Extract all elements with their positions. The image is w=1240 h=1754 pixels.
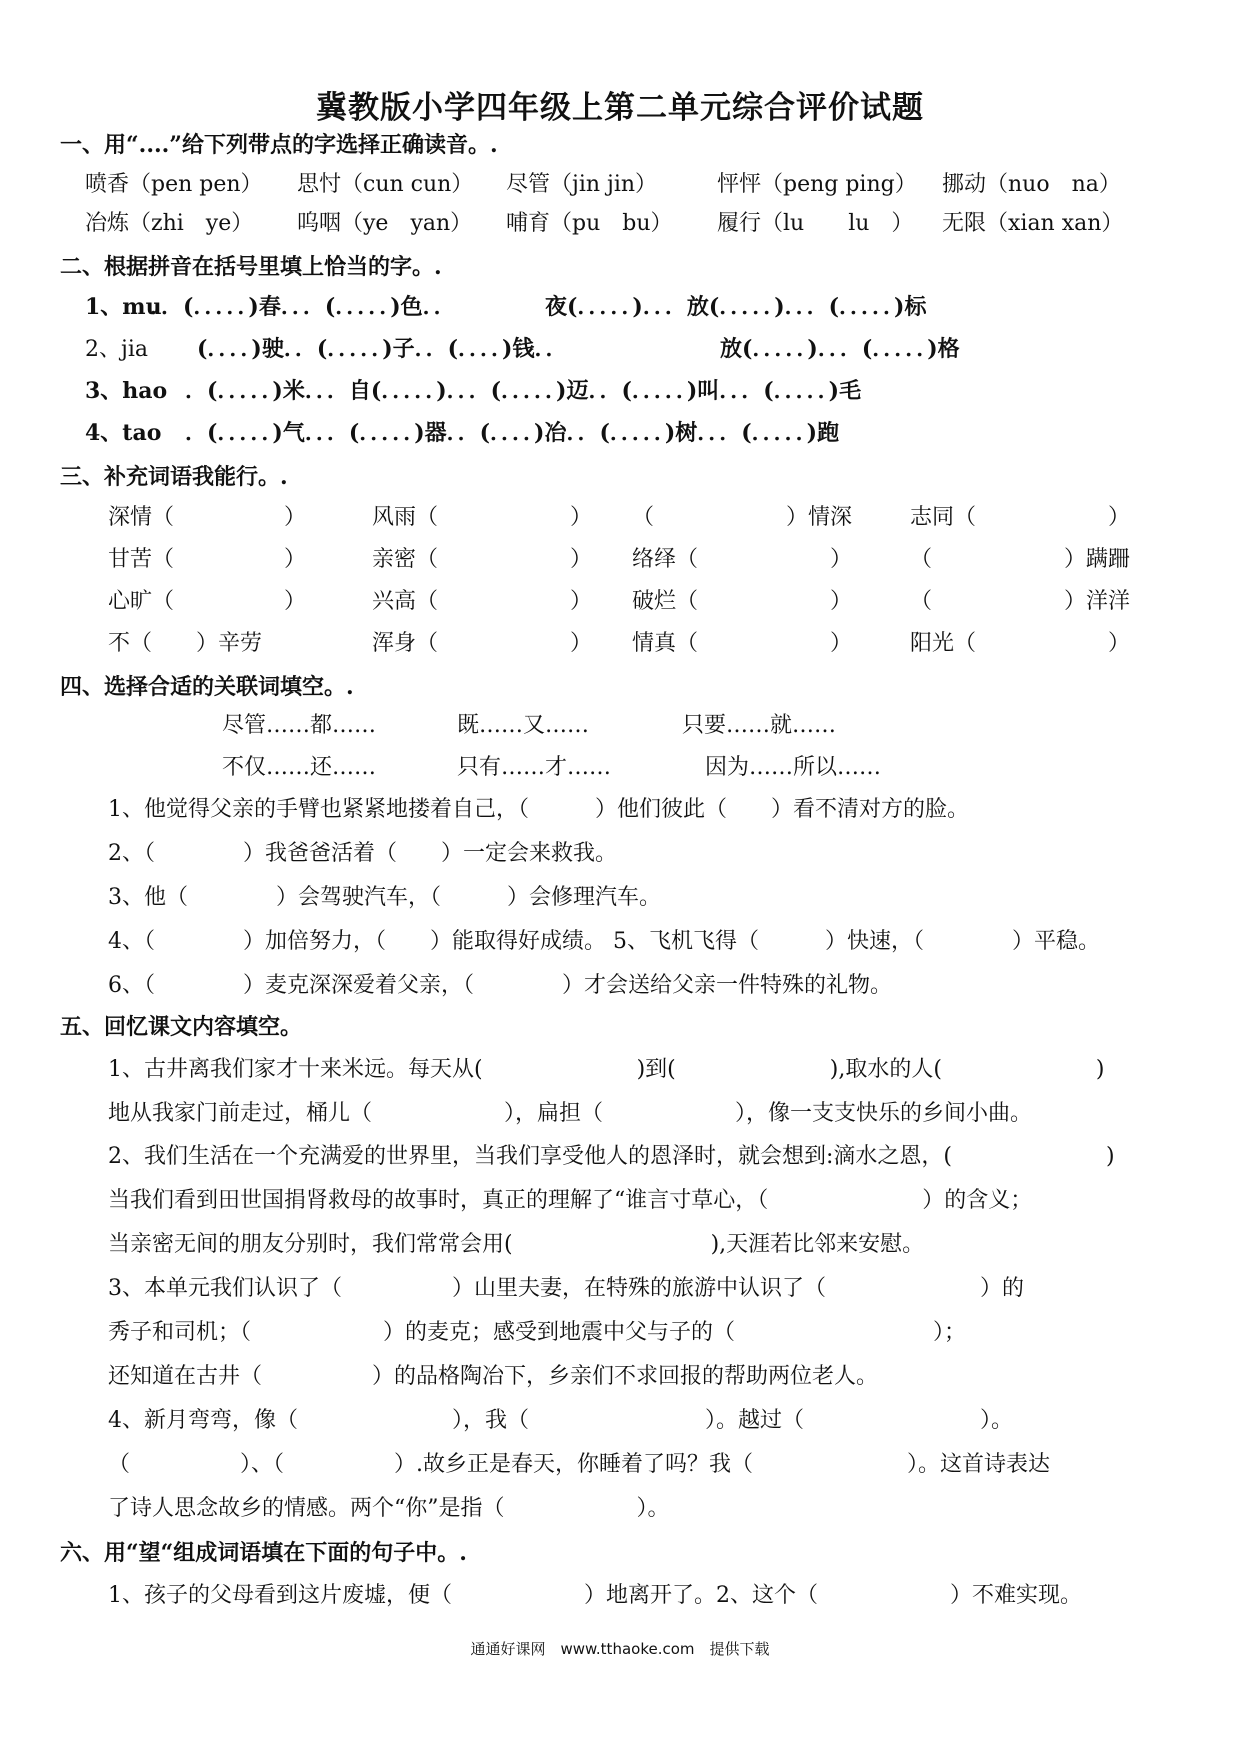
s1-item: 履行（lu lu ） — [717, 211, 914, 236]
conjunction-pair: 尽管……都…… — [222, 713, 377, 738]
s2-pinyin: 2、jia — [85, 337, 148, 362]
s1-item: 思忖（cun cun） — [297, 172, 474, 197]
s1-item: 尽管（jin jin） — [506, 172, 658, 197]
s5-line: 2、我们生活在一个充满爱的世界里，当我们享受他人的恩泽时，就会想到:滴水之恩，( ) — [108, 1144, 1115, 1169]
s3-item: 兴高（ ） — [372, 589, 593, 614]
s2-blanks: ．(．．．．．)米．．．自(．．．．．)．．．(．．．．．)迈．．(．．．．．)叫．．．(．．．．．)毛 — [185, 378, 862, 404]
s4-question: 2、（ ）我爸爸活着（ ）一定会来救我。 — [108, 841, 617, 866]
s2-pinyin: 4、tao — [85, 420, 162, 446]
s2-pinyin: 1、mu — [85, 294, 162, 320]
s3-item: 甘苦（ ） — [108, 547, 307, 572]
s3-item: 络绎（ ） — [632, 547, 853, 572]
s1-item: 哺育（pu bu） — [506, 211, 673, 236]
s5-line: 了诗人思念故乡的情感。两个“你”是指（ ）。 — [108, 1496, 670, 1521]
s5-line: （ ）、（ ）.故乡正是春天，你睡着了吗？我（ ）。这首诗表达 — [108, 1452, 1050, 1477]
s3-item: 情真（ ） — [632, 631, 853, 656]
conjunction-pair: 既……又…… — [457, 713, 590, 738]
s3-item: 心旷（ ） — [108, 589, 307, 614]
s1-item: 怦怦（peng ping） — [717, 172, 917, 197]
section-5-heading: 五、回忆课文内容填空。 — [60, 1014, 303, 1040]
s5-line: 4、新月弯弯，像（ ），我（ ）。越过（ ）。 — [108, 1408, 1014, 1433]
s3-item: 风雨（ ） — [372, 505, 593, 530]
s2-blanks: 夜(．．．．．)．．．放(．．．．．)．．．(．．．．．)标 — [545, 294, 927, 320]
s2-blanks: (．．．．)驶．．(．．．．．)子．．(．．．．)钱．． — [197, 336, 568, 362]
s3-item: （ ）情深 — [632, 505, 853, 530]
s3-item: （ ）蹒跚 — [910, 547, 1131, 572]
s5-line: 秀子和司机；（ ）的麦克；感受到地震中父与子的（ ）； — [108, 1320, 967, 1345]
s5-line: 地从我家门前走过，桶儿（ ），扁担（ ），像一支支快乐的乡间小曲。 — [108, 1101, 1033, 1126]
s5-line: 1、古井离我们家才十来米远。每天从( )到( ),取水的人( ) — [108, 1057, 1105, 1082]
s3-item: 志同（ ） — [910, 505, 1131, 530]
s3-item: 阳光（ ） — [910, 631, 1131, 656]
section-4-heading: 四、选择合适的关联词填空。. — [60, 674, 354, 700]
s2-pinyin: 3、hao — [85, 378, 168, 404]
s3-item: 亲密（ ） — [372, 547, 593, 572]
s5-line: 还知道在古井（ ）的品格陶冶下，乡亲们不求回报的帮助两位老人。 — [108, 1364, 879, 1389]
s1-item: 呜咽（ye yan） — [297, 211, 473, 236]
s3-item: 不（ ）辛劳 — [108, 631, 263, 656]
footer-text: 通通好课网 www.tthaoke.com 提供下载 — [470, 1640, 770, 1658]
s5-line: 当我们看到田世国捐肾救母的故事时，真正的理解了“谁言寸草心，（ ）的含义； — [108, 1188, 1033, 1213]
section-1-heading: 一、用“....”给下列带点的字选择正确读音。. — [60, 132, 498, 158]
s1-item: 无限（xian xan） — [942, 211, 1124, 236]
s4-question: 6、（ ）麦克深深爱着父亲，（ ）才会送给父亲一件特殊的礼物。 — [108, 973, 892, 998]
s1-item: 喷香（pen pen） — [85, 172, 263, 197]
s4-question: 3、他（ ）会驾驶汽车，（ ）会修理汽车。 — [108, 885, 661, 910]
conjunction-pair: 因为……所以…… — [705, 755, 882, 780]
s3-item: 浑身（ ） — [372, 631, 593, 656]
s2-blanks: ．．(．．．．．)春．．．(．．．．．)色．． — [150, 294, 456, 320]
s3-item: （ ）洋洋 — [910, 589, 1131, 614]
conjunction-pair: 只要……就…… — [682, 713, 837, 738]
s5-line: 3、本单元我们认识了（ ）山里夫妻，在特殊的旅游中认识了（ ）的 — [108, 1276, 1025, 1301]
conjunction-pair: 不仅……还…… — [222, 755, 377, 780]
conjunction-pair: 只有……才…… — [457, 755, 612, 780]
s3-item: 破烂（ ） — [632, 589, 853, 614]
s3-item: 深情（ ） — [108, 505, 307, 530]
section-6-heading: 六、用“望“组成词语填在下面的句子中。. — [60, 1540, 467, 1566]
s4-question: 1、他觉得父亲的手臂也紧紧地搂着自己，（ ）他们彼此（ ）看不清对方的脸。 — [108, 797, 970, 822]
s1-item: 冶炼（zhi ye） — [85, 211, 254, 236]
s4-question: 4、（ ）加倍努力，（ ）能取得好成绩。 5、飞机飞得（ ）快速，（ ）平稳。 — [108, 929, 1100, 954]
s1-item: 挪动（nuo na） — [942, 172, 1121, 197]
section-3-heading: 三、补充词语我能行。. — [60, 464, 288, 490]
s2-blanks: ．(．．．．．)气．．．(．．．．．)器．．(．．．．)冶．．(．．．．．)树．．．(．．．．．)跑 — [185, 420, 840, 446]
section-2-heading: 二、根据拼音在括号里填上恰当的字。. — [60, 254, 442, 280]
s2-blanks: 放(．．．．．)．．．(．．．．．)格 — [720, 336, 960, 362]
s6-line: 1、孩子的父母看到这片废墟，便（ ）地离开了。2、这个（ ）不难实现。 — [108, 1583, 1082, 1608]
s5-line: 当亲密无间的朋友分别时，我们常常会用( ),天涯若比邻来安慰。 — [108, 1232, 925, 1257]
page-title: 冀教版小学四年级上第二单元综合评价试题 — [316, 90, 924, 126]
